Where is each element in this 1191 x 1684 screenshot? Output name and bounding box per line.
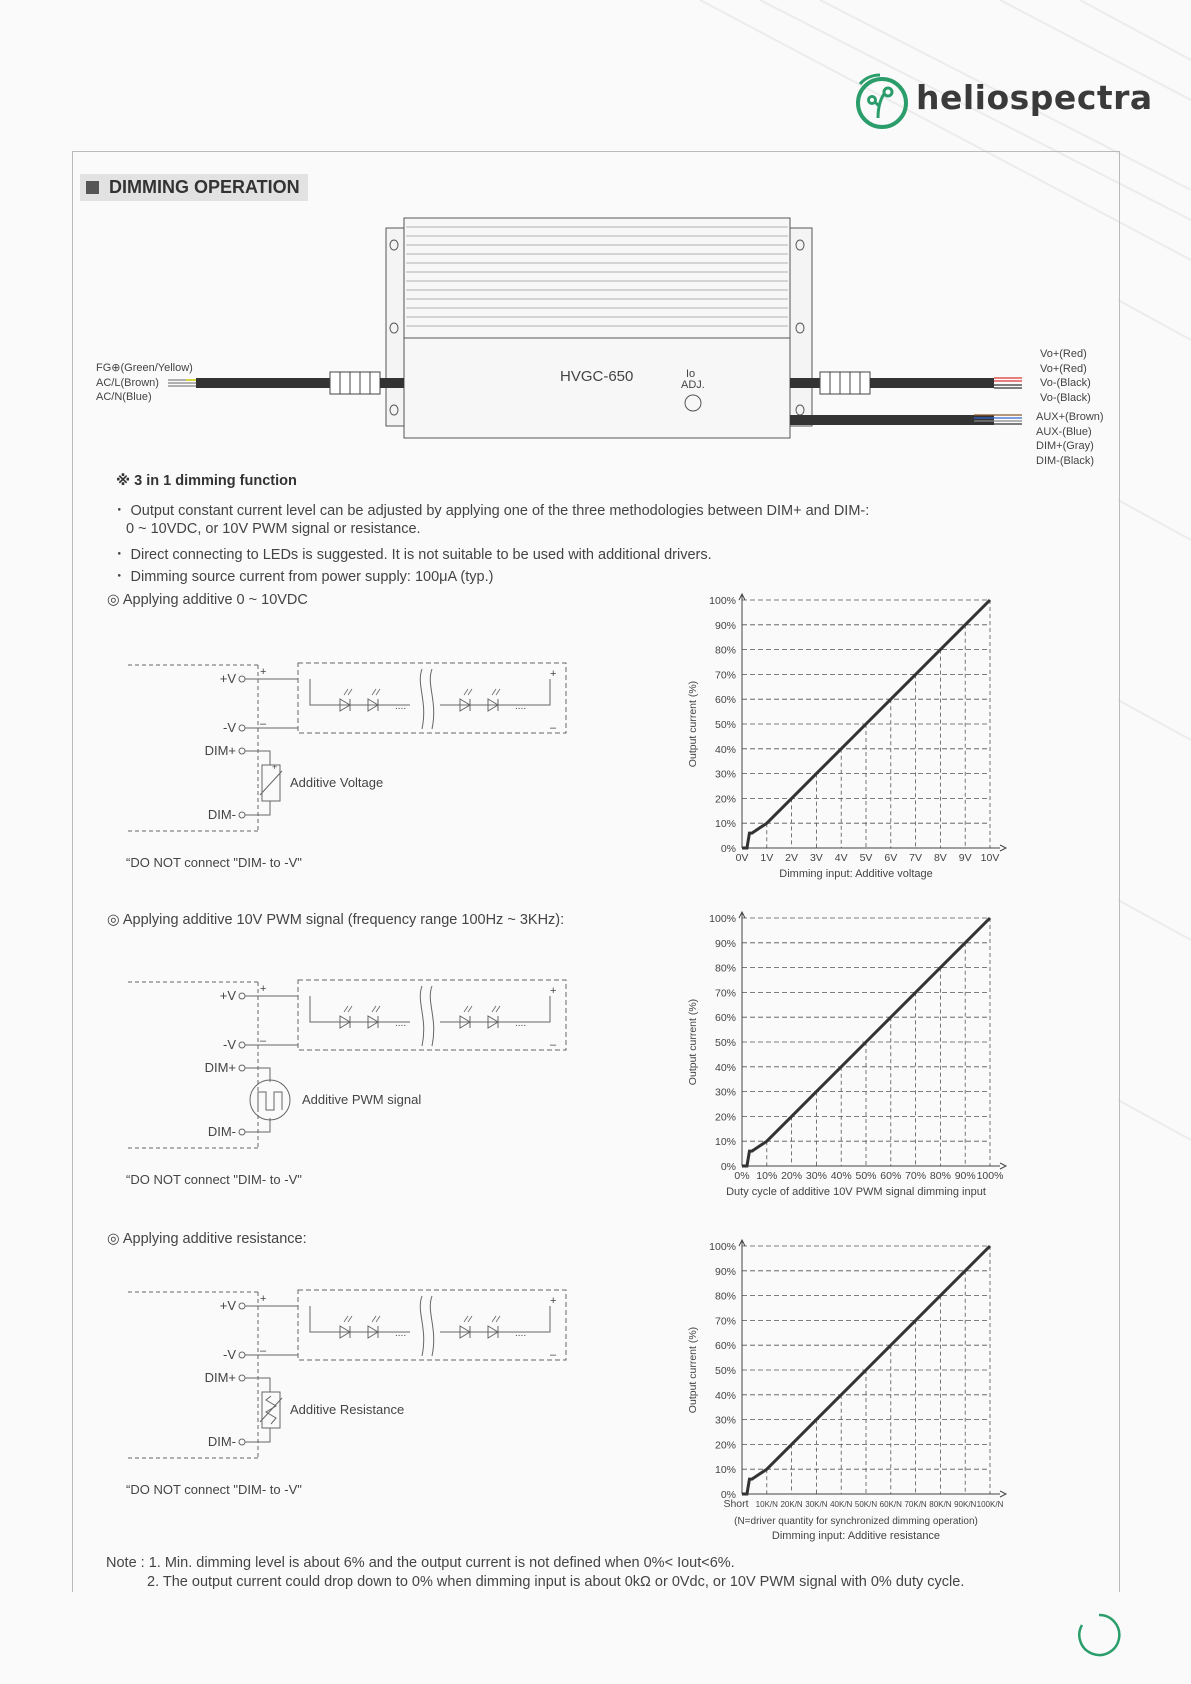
x-tick-label: 80%: [929, 1170, 951, 1182]
led-minus: –: [550, 1039, 557, 1051]
y-tick-label: 60%: [714, 1012, 736, 1025]
minus-sign: –: [260, 718, 267, 730]
x-tick-label: 10%: [756, 1170, 778, 1182]
label-dim-plus: DIM+: [204, 743, 236, 758]
x-axis-label: Duty cycle of additive 10V PWM signal dimming input: [726, 1186, 986, 1198]
right-wire-labels-bottom: [1036, 410, 1104, 468]
adj-label-io: Io: [686, 368, 696, 380]
y-tick-label: 20%: [714, 1439, 736, 1452]
circuit-1: [110, 972, 630, 1192]
chart-1: [687, 908, 1010, 1208]
x-tick-label: 90K/N: [954, 1500, 977, 1509]
x-tick-label: 40%: [830, 1170, 852, 1182]
brand-name: heliospectra: [916, 78, 1153, 117]
x-tick-label: 0V: [735, 852, 749, 864]
x-tick-label: 50K/N: [854, 1500, 878, 1509]
y-tick-label: 50%: [714, 1037, 736, 1049]
warning-text: “DO NOT connect "DIM- to -V": [126, 1172, 302, 1187]
x-tick-label: 80K/N: [929, 1500, 952, 1509]
wire-vo-plus-1: Vo+(Red): [1040, 348, 1087, 360]
wire-vo-minus-2: Vo-(Black): [1040, 391, 1091, 404]
y-tick-label: 100%: [709, 595, 736, 607]
y-axis-label: Output current (%): [687, 1326, 699, 1414]
plus-sign: +: [260, 666, 267, 678]
y-tick-label: 80%: [714, 1290, 736, 1303]
y-tick-label: 0%: [720, 843, 736, 855]
y-tick-label: 20%: [714, 793, 736, 806]
x-axis-label: Dimming input: Additive resistance: [771, 1530, 941, 1542]
y-tick-label: 90%: [714, 619, 736, 632]
label-neg-v: -V: [223, 1347, 236, 1362]
warning-text: “DO NOT connect "DIM- to -V": [126, 1482, 302, 1497]
label-neg-v: -V: [223, 1037, 236, 1052]
wire-dim-plus: DIM+(Gray): [1036, 440, 1094, 452]
circuit-2: [110, 1282, 630, 1502]
x-tick-label: 70K/N: [904, 1500, 927, 1509]
x-tick-label: 100K/N: [976, 1500, 1004, 1509]
x-tick-label: 9V: [958, 852, 972, 864]
x-tick-label: 100%: [976, 1170, 1004, 1182]
y-tick-label: 70%: [714, 669, 736, 682]
y-tick-label: 80%: [714, 962, 736, 975]
x-tick-label: 2V: [785, 852, 799, 864]
x-tick-label: 60K/N: [879, 1500, 902, 1509]
x-tick-label: 40K/N: [830, 1500, 853, 1509]
x-tick-label: 30%: [805, 1170, 827, 1182]
wire-vo-minus-1: Vo-(Black): [1040, 377, 1091, 389]
y-axis-label: Output current (%): [687, 998, 699, 1086]
plus-sign: +: [260, 1293, 267, 1305]
y-tick-label: 10%: [714, 818, 736, 831]
x-axis-arrow: [1000, 1491, 1006, 1497]
x-tick-label: 30K/N: [805, 1500, 828, 1509]
circuit-0: [110, 655, 630, 875]
comp-plus: +: [272, 762, 278, 772]
y-tick-label: 50%: [714, 1365, 736, 1377]
x-tick-label: 20K/N: [780, 1500, 803, 1509]
y-tick-label: 40%: [714, 1389, 736, 1402]
component-label: Additive Voltage: [290, 775, 384, 790]
chart-0: [687, 590, 1010, 890]
led-minus: –: [550, 722, 557, 734]
x-tick-label: 0%: [734, 1170, 750, 1182]
y-tick-label: 60%: [714, 1340, 736, 1353]
y-tick-label: 70%: [714, 987, 736, 1000]
y-tick-label: 90%: [714, 937, 736, 950]
x-tick-label: 8V: [933, 852, 947, 864]
label-pos-v: +V: [219, 988, 236, 1003]
intro-bullet-1: ・ Output constant current level can be adjusted by applying one of the three methodologies between DIM+ and DIM-:: [112, 503, 870, 519]
led-plus: +: [550, 1295, 557, 1307]
ellipsis: ....: [515, 1328, 527, 1339]
label-pos-v: +V: [219, 1298, 236, 1313]
circuit-heading-resistance: ◎ Applying additive resistance:: [107, 1231, 307, 1247]
x-tick-label: 70%: [905, 1170, 927, 1182]
circuit-heading-pwm: ◎ Applying additive 10V PWM signal (frequency range 100Hz ~ 3KHz):: [107, 912, 565, 928]
minus-sign: –: [260, 1035, 267, 1047]
y-tick-label: 10%: [714, 1136, 736, 1149]
y-tick-label: 0%: [720, 1489, 736, 1501]
y-tick-label: 0%: [720, 1161, 736, 1173]
label-dim-plus: DIM+: [204, 1060, 236, 1075]
ellipsis: ....: [395, 1018, 407, 1029]
x-axis-label: Dimming input: Additive voltage: [779, 868, 933, 880]
y-tick-label: 100%: [709, 1241, 736, 1253]
y-tick-label: 90%: [714, 1265, 736, 1278]
chart-2: [687, 1236, 1010, 1542]
y-tick-label: 70%: [714, 1315, 736, 1328]
y-tick-label: 30%: [714, 1086, 736, 1099]
x-tick-label: 7V: [909, 852, 923, 864]
x-tick-label: Short: [723, 1498, 749, 1510]
ellipsis: ....: [395, 1328, 407, 1339]
ellipsis: ....: [515, 701, 527, 712]
label-dim-minus: DIM-: [207, 807, 236, 822]
intro-bullet-1b: 0 ~ 10VDC, or 10V PWM signal or resistance.: [126, 521, 421, 537]
intro-heading: ※ 3 in 1 dimming function: [116, 473, 297, 489]
x-tick-label: 50%: [855, 1170, 877, 1182]
led-plus: +: [550, 668, 557, 680]
led-minus: –: [550, 1349, 557, 1361]
wire-dim-minus: DIM-(Black): [1036, 454, 1095, 467]
warning-text: “DO NOT connect "DIM- to -V": [126, 855, 302, 870]
note-line-2: 2. The output current could drop down to 0% when dimming input is about 0kΩ or 0Vdc, or 10V PWM signal with 0% duty cycle.: [147, 1574, 965, 1590]
component-label: Additive Resistance: [290, 1402, 405, 1417]
adj-label-adj: ADJ.: [681, 379, 705, 391]
led-plus: +: [550, 985, 557, 997]
y-tick-label: 30%: [714, 768, 736, 781]
page-corner-circle-icon: [1074, 1610, 1124, 1660]
wire-vo-plus-2: Vo+(Red): [1040, 362, 1087, 375]
y-tick-label: 60%: [714, 694, 736, 707]
x-tick-label: 10K/N: [755, 1500, 778, 1509]
wire-acn: AC/N(Blue): [96, 391, 152, 403]
device-diagram: [0, 0, 1191, 480]
y-tick-label: 20%: [714, 1111, 736, 1124]
x-tick-label: 1V: [760, 852, 774, 864]
y-tick-label: 40%: [714, 1061, 736, 1074]
x-tick-label: 20%: [781, 1170, 803, 1182]
y-tick-label: 10%: [714, 1464, 736, 1477]
x-tick-label: 6V: [884, 852, 898, 864]
label-dim-minus: DIM-: [207, 1434, 236, 1449]
wire-acl: AC/L(Brown): [96, 376, 159, 389]
y-axis-label: Output current (%): [687, 680, 699, 768]
device-model: HVGC-650: [560, 368, 634, 385]
y-tick-label: 100%: [709, 913, 736, 925]
x-tick-label: 10V: [980, 852, 1000, 864]
y-tick-label: 40%: [714, 743, 736, 756]
wire-aux-minus: AUX-(Blue): [1036, 425, 1092, 438]
minus-sign: –: [260, 1345, 267, 1357]
label-neg-v: -V: [223, 720, 236, 735]
y-tick-label: 30%: [714, 1414, 736, 1427]
label-pos-v: +V: [219, 671, 236, 686]
x-tick-label: 4V: [834, 852, 848, 864]
label-dim-minus: DIM-: [207, 1124, 236, 1139]
section-title-text: DIMMING OPERATION: [109, 177, 300, 197]
x-tick-label: 3V: [809, 852, 823, 864]
left-wire-labels: [96, 361, 193, 405]
label-dim-plus: DIM+: [204, 1370, 236, 1385]
circuit-heading-voltage: ◎ Applying additive 0 ~ 10VDC: [107, 592, 308, 608]
y-tick-label: 80%: [714, 644, 736, 657]
chart-note: (N=driver quantity for synchronized dimming operation): [734, 1516, 978, 1527]
y-tick-label: 50%: [714, 719, 736, 731]
intro-bullet-2: ・ Direct connecting to LEDs is suggested. It is not suitable to be used with additional drivers.: [112, 547, 712, 563]
intro-bullet-3: ・ Dimming source current from power supply: 100μA (typ.): [112, 569, 494, 585]
x-tick-label: 90%: [954, 1170, 976, 1182]
x-axis-arrow: [1000, 845, 1006, 851]
x-tick-label: 60%: [880, 1170, 902, 1182]
ellipsis: ....: [515, 1018, 527, 1029]
x-tick-label: 5V: [859, 852, 873, 864]
ellipsis: ....: [395, 701, 407, 712]
note-line-1: Note : 1. Min. dimming level is about 6% and the output current is not defined when 0%< Iout<6%.: [106, 1555, 735, 1571]
plus-sign: +: [260, 983, 267, 995]
wire-fg: FG⊕(Green/Yellow): [96, 362, 193, 374]
component-label: Additive PWM signal: [302, 1092, 422, 1107]
x-axis-arrow: [1000, 1163, 1006, 1169]
right-wire-labels-top: [1040, 347, 1091, 405]
wire-aux-plus: AUX+(Brown): [1036, 411, 1104, 423]
